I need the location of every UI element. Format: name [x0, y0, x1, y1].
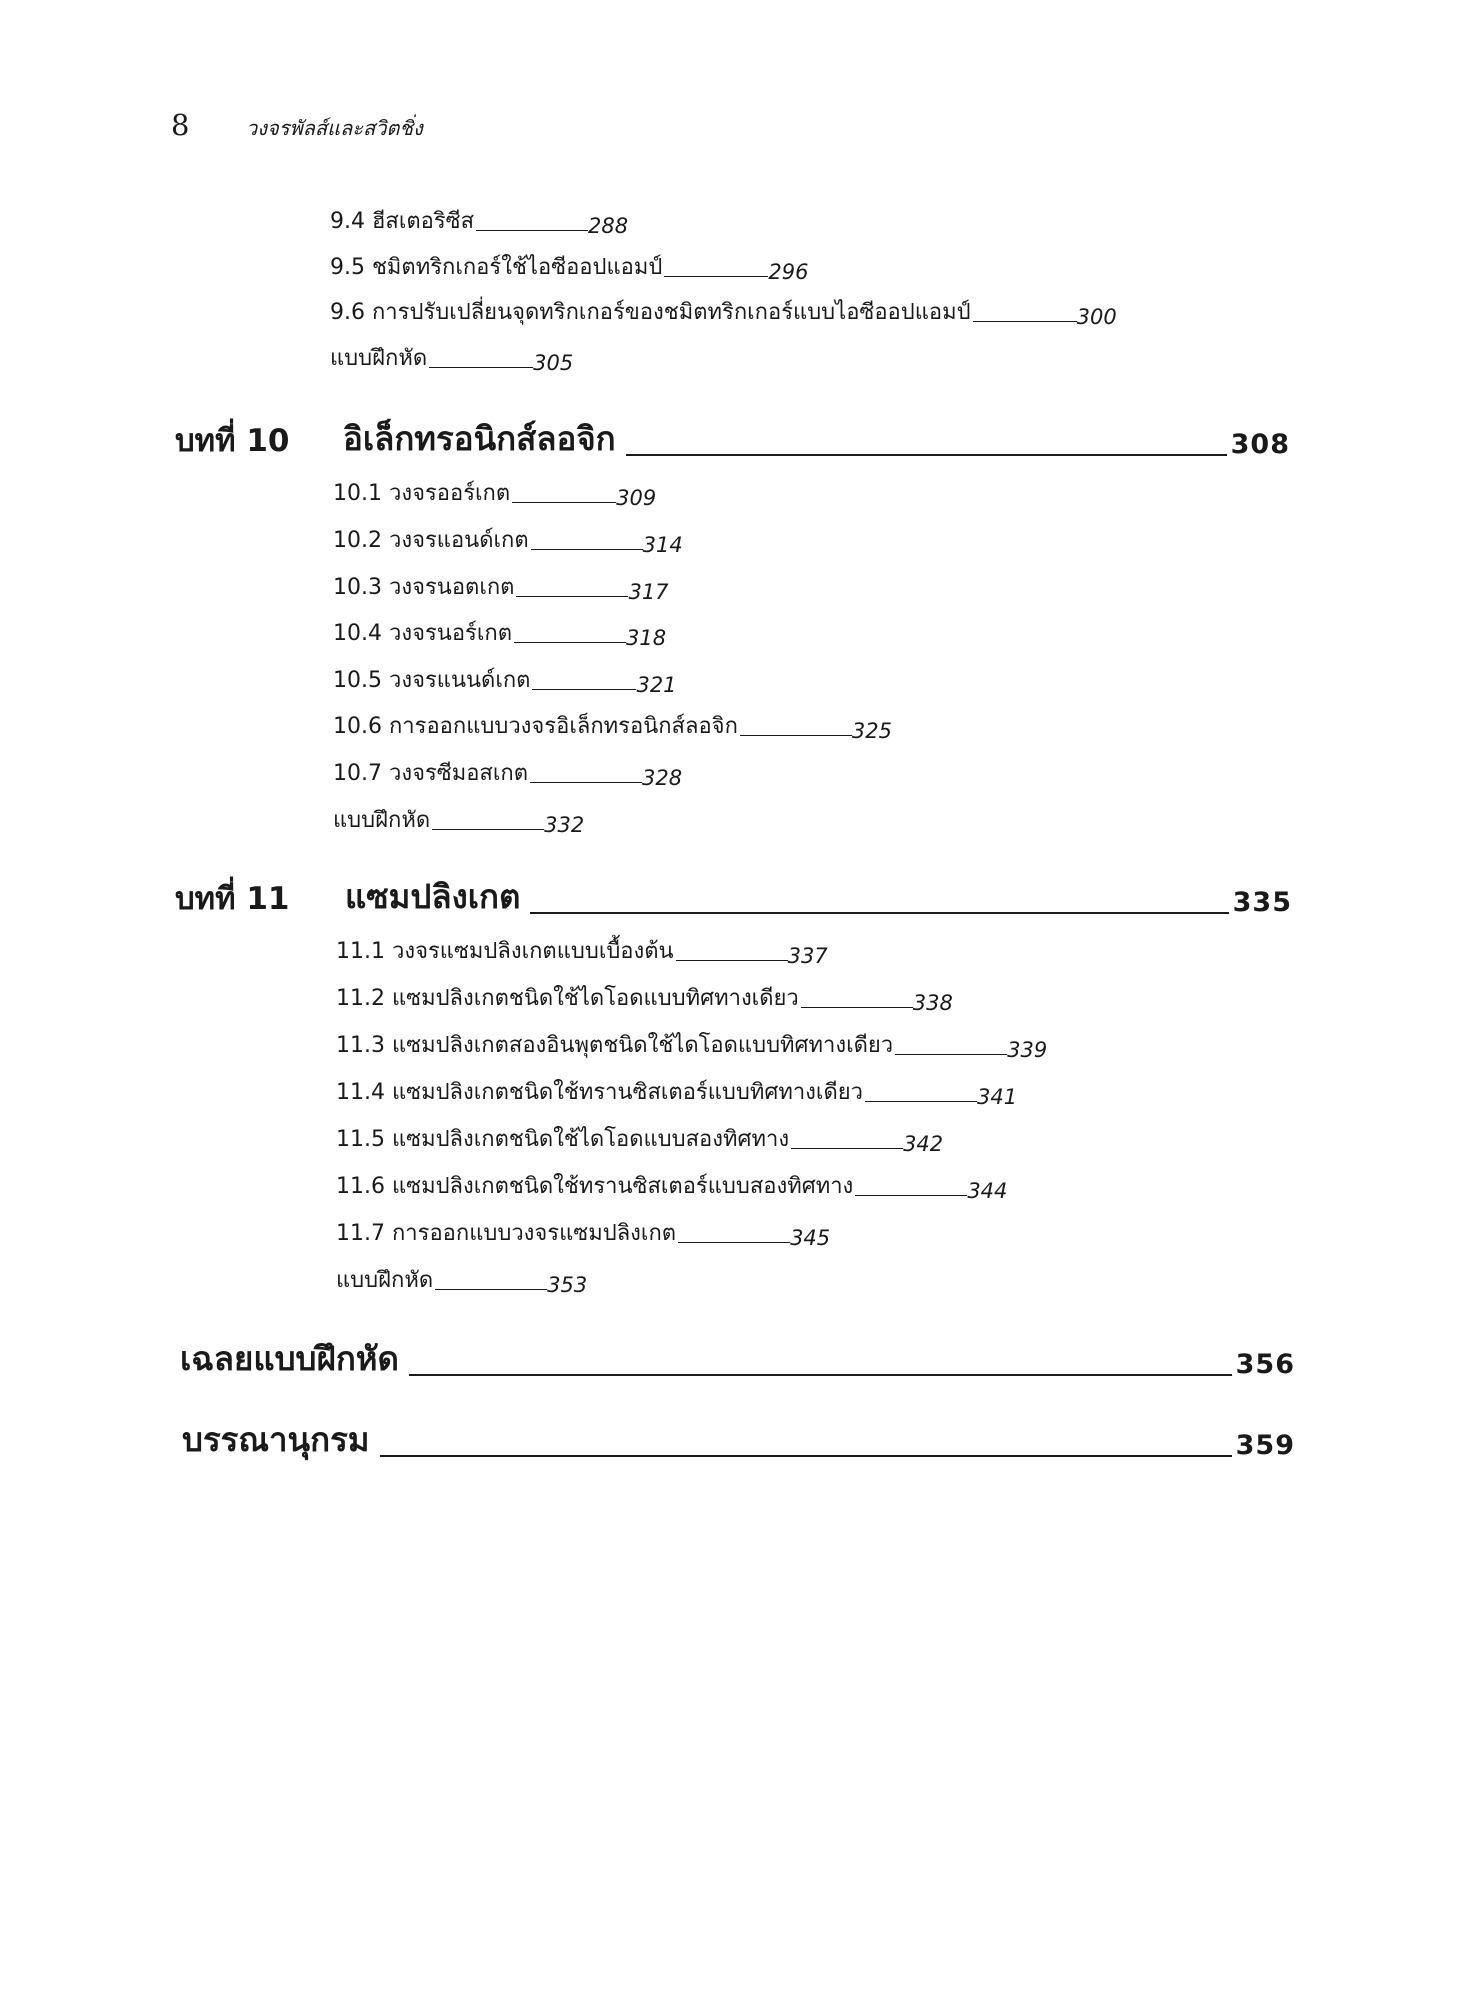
toc-chapter-10[interactable] — [175, 413, 1290, 465]
toc-chapter-11[interactable] — [175, 871, 1292, 923]
page-number: 8 — [171, 108, 190, 142]
toc-entry-label: 10.3 วงจรนอตเกต — [333, 575, 515, 600]
toc-entry-label: 11.4 แซมปลิงเกตชนิดใช้ทรานซิสเตอร์แบบทิศทางเดียว — [336, 1080, 863, 1105]
toc-entry-ch10-exercises[interactable] — [333, 801, 584, 837]
toc-entry-11-2[interactable] — [336, 979, 953, 1015]
toc-entry-10-2[interactable] — [333, 521, 683, 557]
dot-leader — [791, 1148, 903, 1149]
toc-entry-11-3[interactable] — [336, 1026, 1047, 1062]
toc-entry-page: 288 — [588, 214, 629, 238]
toc-entry-page: 309 — [616, 486, 657, 510]
chapter-page: 335 — [1232, 887, 1292, 918]
toc-entry-label: 10.4 วงจรนอร์เกต — [333, 621, 512, 646]
toc-entry-page: 332 — [544, 813, 585, 837]
toc-entry-10-1[interactable] — [333, 474, 656, 510]
toc-entry-page: 305 — [533, 351, 574, 375]
toc-entry-11-4[interactable] — [336, 1073, 1017, 1109]
toc-entry-label: 9.5 ชมิตทริกเกอร์ใช้ไอซีออปแอมป์ — [330, 255, 663, 280]
toc-entry-label: แบบฝึกหัด — [333, 808, 431, 833]
toc-entry-9-5[interactable] — [330, 248, 808, 284]
dot-leader — [435, 1289, 547, 1290]
toc-entry-label: 10.2 วงจรแอนด์เกต — [333, 528, 529, 553]
section-page: 359 — [1235, 1430, 1295, 1461]
section-page: 356 — [1235, 1349, 1295, 1380]
dot-leader — [626, 454, 1227, 456]
toc-entry-label: 11.6 แซมปลิงเกตชนิดใช้ทรานซิสเตอร์แบบสองทิศทาง — [336, 1174, 854, 1199]
dot-leader — [855, 1195, 967, 1196]
dot-leader — [429, 367, 533, 368]
toc-entry-page: 342 — [903, 1132, 944, 1156]
toc-entry-10-4[interactable] — [333, 614, 666, 650]
toc-entry-page: 328 — [641, 766, 683, 790]
toc-entry-label: 11.1 วงจรแซมปลิงเกตแบบเบื้องต้น — [336, 939, 674, 964]
toc-entry-label: 10.6 การออกแบบวงจรอิเล็กทรอนิกส์ลอจิก — [333, 714, 738, 739]
dot-leader — [516, 596, 628, 597]
toc-entry-page: 314 — [642, 533, 683, 557]
toc-entry-page: 345 — [790, 1226, 831, 1250]
toc-entry-page: 318 — [625, 626, 667, 650]
toc-entry-9-6[interactable] — [330, 293, 1117, 329]
toc-entry-page: 353 — [547, 1273, 588, 1297]
dot-leader — [865, 1101, 977, 1102]
dot-leader — [532, 689, 636, 690]
toc-entry-label: 11.2 แซมปลิงเกตชนิดใช้ไดโอดแบบทิศทางเดียว — [336, 986, 799, 1011]
toc-entry-page: 317 — [628, 580, 669, 604]
chapter-label: บทที่ 10 — [175, 423, 290, 459]
toc-entry-ch9-exercises[interactable] — [330, 339, 573, 375]
toc-entry-label: 11.3 แซมปลิงเกตสองอินพุตชนิดใช้ไดโอดแบบทิศทางเดียว — [336, 1033, 894, 1058]
dot-leader — [895, 1054, 1007, 1055]
toc-entry-page: 296 — [768, 260, 809, 284]
toc-entry-ch11-exercises[interactable] — [336, 1261, 587, 1297]
toc-entry-11-5[interactable] — [336, 1120, 943, 1156]
toc-entry-label: 10.1 วงจรออร์เกต — [333, 481, 511, 506]
dot-leader — [380, 1455, 1232, 1457]
section-title: บรรณานุกรม — [182, 1420, 370, 1459]
dot-leader — [531, 549, 643, 550]
toc-entry-9-4[interactable] — [330, 202, 628, 238]
toc-entry-10-5[interactable] — [333, 661, 677, 697]
dot-leader — [432, 829, 544, 830]
dot-leader — [801, 1007, 913, 1008]
toc-entry-label: แบบฝึกหัด — [336, 1268, 434, 1293]
toc-bibliography[interactable] — [182, 1414, 1295, 1466]
toc-entry-page: 339 — [1007, 1038, 1048, 1062]
toc-entry-label: 11.7 การออกแบบวงจรแซมปลิงเกต — [336, 1221, 677, 1246]
toc-entry-11-7[interactable] — [336, 1214, 830, 1250]
toc-entry-label: 10.5 วงจรแนนด์เกต — [333, 668, 531, 693]
toc-entry-11-6[interactable] — [336, 1167, 1007, 1203]
dot-leader — [676, 960, 788, 961]
toc-entry-11-1[interactable] — [336, 932, 828, 968]
chapter-title: อิเล็กทรอนิกส์ลอจิก — [343, 419, 616, 458]
toc-entry-page: 338 — [912, 991, 953, 1015]
chapter-title: แซมปลิงเกต — [345, 877, 521, 916]
running-head — [171, 108, 423, 148]
dot-leader — [530, 912, 1228, 914]
toc-entry-page: 325 — [851, 719, 892, 743]
toc-entry-label: 10.7 วงจรซีมอสเกต — [333, 761, 528, 786]
toc-entry-label: 9.4 ฮีสเตอริซีส — [330, 209, 475, 234]
toc-entry-label: แบบฝึกหัด — [330, 346, 428, 371]
toc-entry-page: 337 — [787, 944, 828, 968]
dot-leader — [409, 1374, 1232, 1376]
section-title: เฉลยแบบฝึกหัด — [180, 1339, 399, 1378]
dot-leader — [512, 502, 616, 503]
dot-leader — [514, 642, 626, 643]
dot-leader — [476, 230, 588, 231]
chapter-label: บทที่ 11 — [175, 881, 290, 917]
toc-entry-page: 300 — [1076, 305, 1117, 329]
toc-answers[interactable] — [180, 1333, 1295, 1385]
toc-entry-10-6[interactable] — [333, 707, 892, 743]
dot-leader — [973, 321, 1077, 322]
toc-entry-page: 321 — [636, 673, 677, 697]
dot-leader — [530, 782, 642, 783]
toc-entry-label: 9.6 การปรับเปลี่ยนจุดทริกเกอร์ของชมิตทริกเกอร์แบบไอซีออปแอมป์ — [330, 300, 971, 325]
toc-entry-label: 11.5 แซมปลิงเกตชนิดใช้ไดโอดแบบสองทิศทาง — [336, 1127, 790, 1152]
toc-entry-10-3[interactable] — [333, 568, 669, 604]
toc-entry-page: 341 — [976, 1085, 1018, 1109]
toc-entry-10-7[interactable] — [333, 754, 682, 790]
dot-leader — [678, 1242, 790, 1243]
dot-leader — [740, 735, 852, 736]
book-title: วงจรพัลส์และสวิตชิ่ง — [246, 116, 423, 140]
dot-leader — [664, 276, 768, 277]
toc-entry-page: 344 — [967, 1179, 1008, 1203]
chapter-page: 308 — [1230, 429, 1290, 460]
